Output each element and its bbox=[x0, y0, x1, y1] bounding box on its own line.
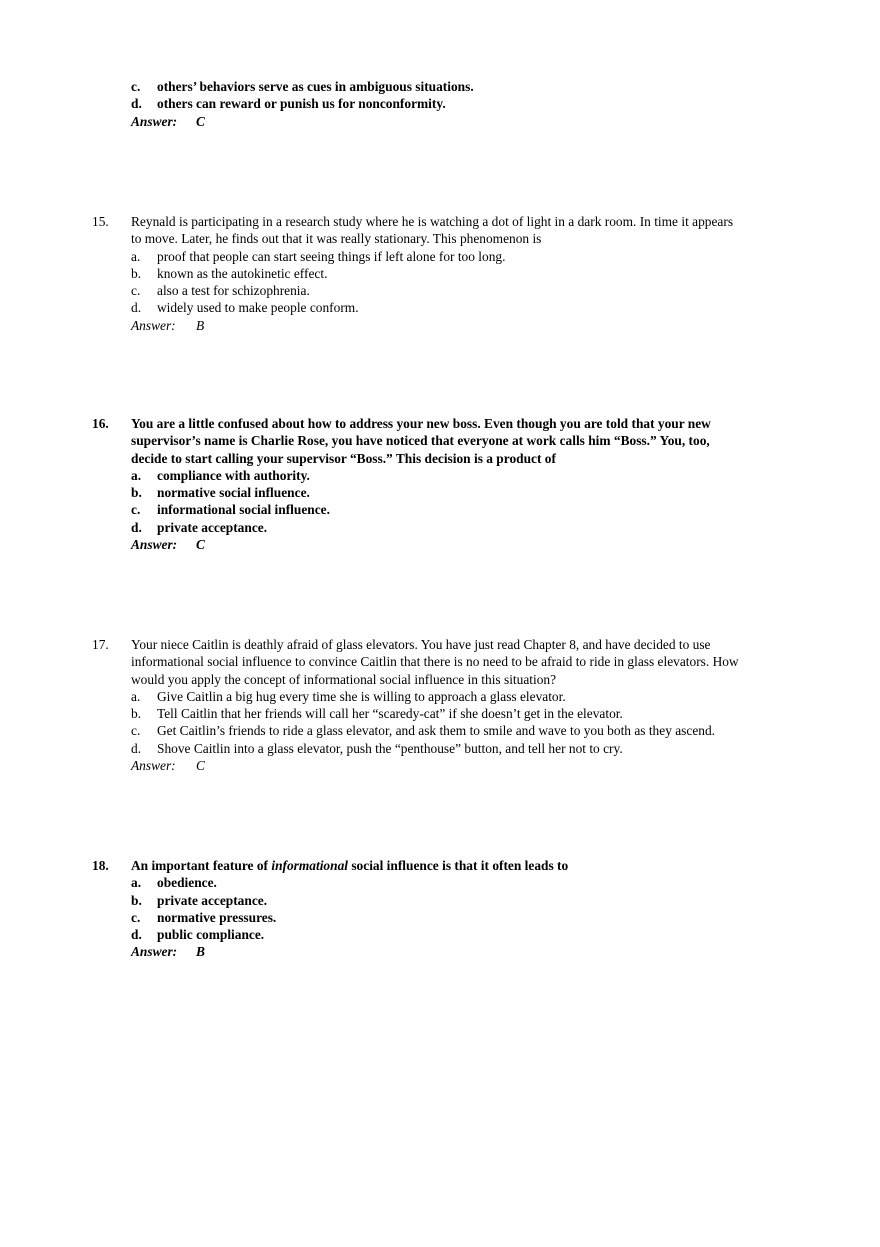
question-stem: 16. You are a little confused about how to address your new boss. Even though you are told that your new supervisor’s name is Charlie Rose, you have noticed that everyone at work calls him “Boss.” You, too, decide to start calling your supervisor “Boss.” This decision is a product of bbox=[92, 416, 711, 466]
option-b: b. normative social influence. bbox=[131, 485, 310, 501]
question-15 bbox=[0, 213, 880, 334]
option-d: d. others can reward or punish us for nonconformity. bbox=[131, 96, 446, 112]
option-c: c. normative pressures. bbox=[131, 909, 277, 925]
question-17 bbox=[0, 636, 880, 774]
option-b: b. private acceptance. bbox=[131, 892, 268, 908]
option-d: d. Shove Caitlin into a glass elevator, push the “penthouse” button, and tell her not to cry. bbox=[131, 740, 623, 756]
option-d: d. widely used to make people conform. bbox=[131, 300, 359, 316]
question-number: 18. bbox=[92, 858, 109, 873]
answer-line: Answer: B bbox=[131, 944, 205, 960]
option-a: a. Give Caitlin a big hug every time she is willing to approach a glass elevator. bbox=[131, 688, 566, 704]
question-14-tail bbox=[0, 78, 880, 130]
question-16 bbox=[0, 415, 880, 553]
answer-line: Answer: C bbox=[131, 758, 205, 774]
option-a: a. proof that people can start seeing things if left alone for too long. bbox=[131, 248, 506, 264]
question-number: 15. bbox=[92, 214, 109, 229]
answer-line: Answer: B bbox=[131, 317, 205, 333]
answer-line: Answer: C bbox=[131, 113, 205, 129]
option-d: d. public compliance. bbox=[131, 927, 265, 943]
emphasis-term: informational bbox=[271, 858, 348, 873]
question-stem: 15. Reynald is participating in a research study where he is watching a dot of light in a dark room. In time it appears to move. Later, he finds out that it was really stationary. This phenomenon is bbox=[92, 214, 734, 247]
answer-line: Answer: C bbox=[131, 537, 205, 553]
option-c: c. others’ behaviors serve as cues in ambiguous situations. bbox=[131, 79, 474, 94]
question-18 bbox=[0, 857, 880, 961]
option-a: a. compliance with authority. bbox=[131, 467, 310, 483]
option-d: d. private acceptance. bbox=[131, 519, 268, 535]
option-b: b. Tell Caitlin that her friends will call her “scaredy-cat” if she doesn’t get in the elevator. bbox=[131, 706, 623, 722]
option-a: a. obedience. bbox=[131, 875, 217, 891]
question-number: 17. bbox=[92, 637, 109, 652]
question-number: 16. bbox=[92, 416, 109, 431]
option-c: c. also a test for schizophrenia. bbox=[131, 283, 310, 299]
question-stem: 17. Your niece Caitlin is deathly afraid of glass elevators. You have just read Chapter 8, and have decided to use informational social influence to convince Caitlin that there is no need to be afraid to ride in glass elevators. How would you apply the concept of informational social influence in this situation? bbox=[92, 637, 739, 687]
option-b: b. known as the autokinetic effect. bbox=[131, 265, 328, 281]
option-c: c. Get Caitlin’s friends to ride a glass elevator, and ask them to smile and wave to you both as they ascend. bbox=[131, 723, 716, 739]
question-stem: 18. An important feature of informational social influence is that it often leads to bbox=[92, 858, 569, 873]
option-c: c. informational social influence. bbox=[131, 502, 330, 518]
